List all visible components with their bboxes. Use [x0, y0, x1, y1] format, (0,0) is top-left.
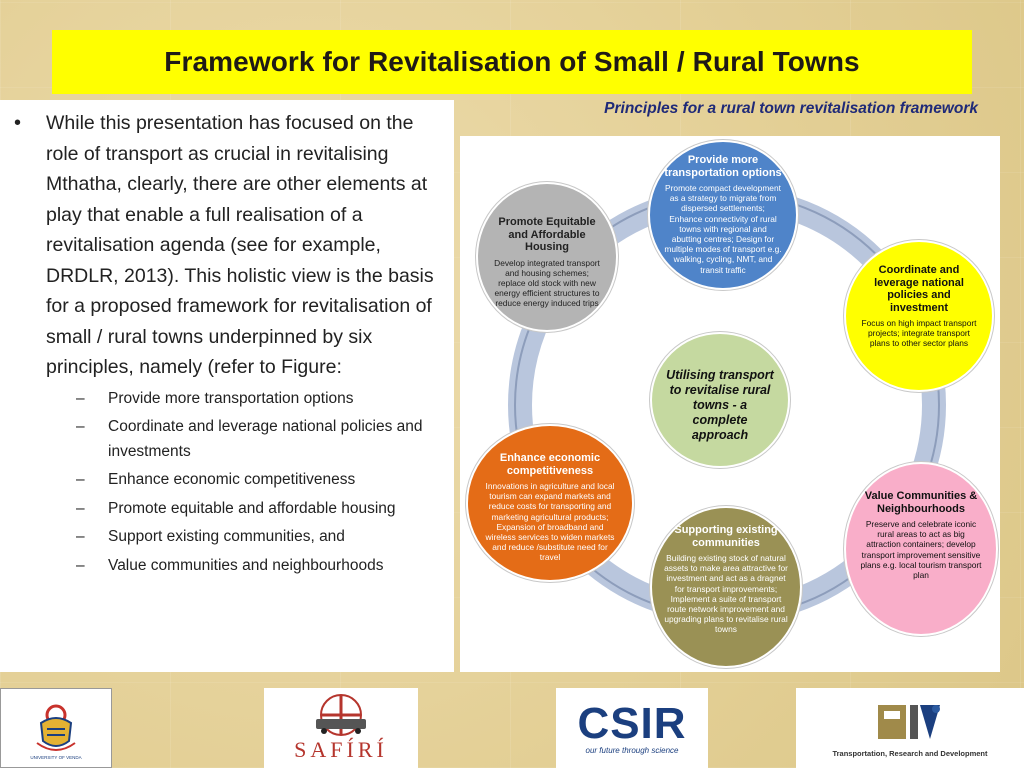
node-equitable-housing	[476, 182, 618, 332]
title-bar	[52, 30, 972, 94]
node-title: Provide more transportation options	[664, 154, 782, 179]
sub-bullet-text: Coordinate and leverage national policies and investments	[108, 418, 423, 460]
gtr-caption: Transportation, Research and Development	[832, 748, 988, 758]
node-body: Innovations in agriculture and local tourism can expand markets and reduce costs for transporting and marketing agricultural products; Expansion of broadband and wireless services to widen markets and reduce /substitute need for travel	[485, 481, 615, 563]
sub-bullet	[76, 415, 444, 464]
dash-symbol: –	[76, 471, 85, 488]
text-panel	[0, 100, 454, 672]
safiri-emblem-icon	[296, 693, 386, 737]
node-body: Develop integrated transport and housing schemes; replace old stock with new energy efficient structures to reduce energy induced trips	[494, 257, 600, 309]
sub-bullet	[76, 554, 444, 579]
main-bullet	[14, 108, 444, 383]
sub-bullet-text: Promote equitable and affordable housing	[108, 499, 396, 517]
node-title: Promote Equitable and Affordable Housing	[498, 216, 596, 253]
node-supporting-communities	[650, 506, 802, 668]
sub-bullet	[76, 497, 444, 522]
framework-figure	[460, 136, 1000, 672]
sub-bullet-list	[76, 387, 444, 579]
slide-title: Framework for Revitalisation of Small / Rural Towns	[164, 46, 860, 77]
node-economic-competitiveness	[466, 424, 634, 582]
sub-bullet	[76, 387, 444, 412]
node-body: Preserve and celebrate iconic rural areas to act as big attraction containers; develop transport improvement sensitive plans e.g. local tourism transport plan	[860, 519, 982, 581]
node-coordinate-policies	[844, 240, 994, 392]
main-bullet-text: While this presentation has focused on the role of transport as crucial in revitalising Mthatha, clearly, there are other elements at play that enable a full realisation of a revitalisation agenda (see for example, DRDLR, 2013). This holistic view is the basis for a proposed framework for revitalisation of small / rural towns underpinned by six principles, namely (refer to Figure:	[46, 112, 434, 378]
node-title: Value Communities & Neighbourhoods	[864, 490, 978, 515]
node-title: Utilising transport to revitalise rural towns - a complete approach	[666, 368, 774, 442]
figure-caption: Principles for a rural town revitalisation framework	[604, 100, 978, 117]
csir-wordmark: CSIR	[577, 698, 687, 748]
bullet-symbol: •	[14, 112, 22, 134]
node-value-communities	[844, 462, 998, 636]
sub-bullet	[76, 525, 444, 550]
dash-symbol: –	[76, 556, 85, 574]
gtr-logo	[796, 688, 1024, 768]
gtr-emblem-icon	[870, 699, 950, 747]
sub-bullet-text: Enhance economic competitiveness	[108, 471, 356, 488]
node-transportation-options	[648, 140, 798, 290]
node-body: Building existing stock of natural assets to make area attractive for investment and act as a dragnet for transport improvements; Implement a suite of transport route network improvement and upgrading plans to revitalise rural towns	[664, 553, 788, 635]
venda-crest-icon	[21, 693, 91, 763]
sub-bullet	[76, 468, 444, 493]
node-title: Supporting existing communities	[674, 524, 778, 549]
sub-bullet-text: Value communities and neighbourhoods	[108, 556, 384, 574]
dash-symbol: –	[76, 499, 85, 517]
safiri-logo	[264, 688, 418, 768]
node-center	[650, 332, 790, 468]
csir-tagline: our future through science	[585, 745, 679, 755]
node-title: Coordinate and leverage national policies and investment	[874, 264, 964, 314]
node-body: Focus on high impact transport projects; integrate transport plans to other sector plans	[861, 318, 977, 349]
dash-symbol: –	[76, 528, 85, 545]
university-of-venda-logo	[0, 688, 112, 768]
sub-bullet-text: Support existing communities, and	[108, 528, 345, 545]
csir-logo	[556, 688, 708, 768]
node-title: Enhance economic competitiveness	[499, 452, 601, 477]
dash-symbol: –	[76, 418, 85, 435]
svg-text:UNIVERSITY OF VENDA: UNIVERSITY OF VENDA	[30, 755, 82, 760]
safiri-wordmark: SAFÍRÍ	[294, 737, 388, 762]
node-body: Promote compact development as a strategy to migrate from dispersed settlements; Enhance connectivity of rural towns with regional and abutting centres; Design for multiple modes of transport e.g. walking, cycling, NMT, and transit traffic	[664, 183, 782, 275]
dash-symbol: –	[76, 389, 85, 407]
main-bullet-list	[14, 108, 444, 383]
sub-bullet-text: Provide more transportation options	[108, 389, 354, 407]
